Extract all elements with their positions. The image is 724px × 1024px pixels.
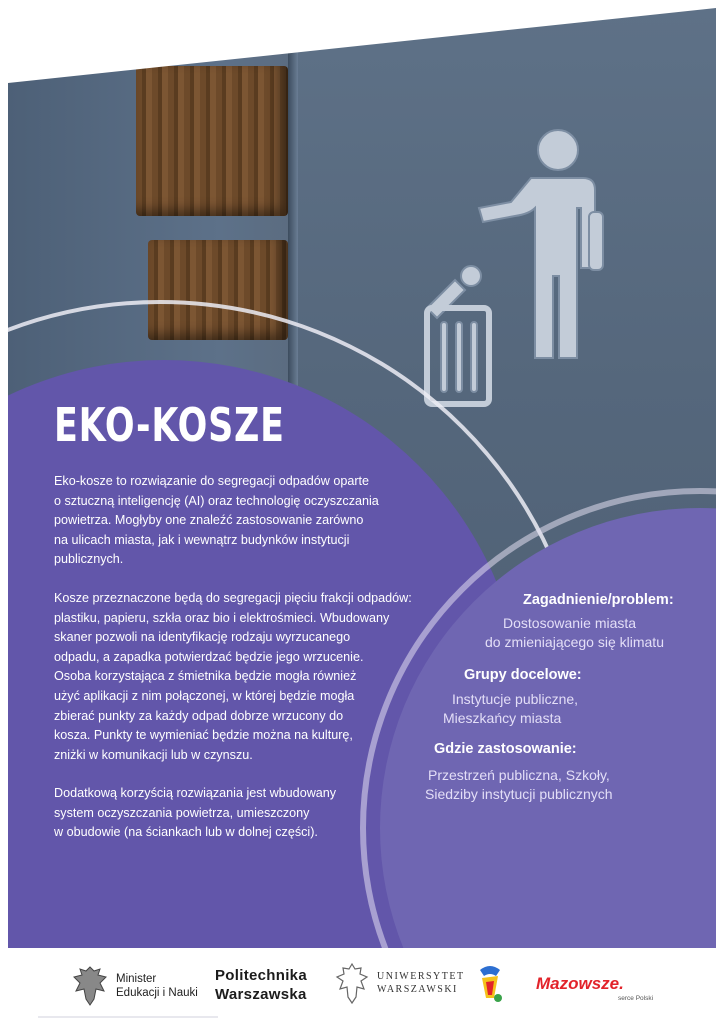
problem-line-2: do zmieniającego się klimatu (485, 634, 664, 650)
colorful-logo-icon (476, 962, 506, 1006)
text-line: Kosze przeznaczone będą do segregacji pięciu frakcji odpadów: (54, 591, 412, 605)
text-line: system oczyszczania powietrza, umieszczony (54, 805, 310, 820)
text-line: zniżki w komunikacji lub w czynszu. (54, 747, 253, 762)
polish-eagle-icon (70, 963, 110, 1007)
mein-logo-text (116, 972, 198, 1000)
mein-line-1: Minister (116, 973, 157, 985)
text-line: odpadu, a zapadka potwierdzać będzie jego wrzucenie. (54, 649, 364, 664)
uw-line-2: WARSZAWSKI (377, 984, 458, 995)
poster-title: EKO-KOSZE (54, 398, 285, 452)
pw-line-2: Warszawska (215, 986, 307, 1003)
problem-line-1: Dostosowanie miasta (503, 615, 637, 631)
text-line: kosza. Punkty te wymieniać będzie można na kulturę, (54, 728, 353, 743)
text-line: Dodatkową korzyścią rozwiązania jest wbudowany (54, 786, 337, 800)
text-line: powietrza. Mogłyby one znaleźć zastosowanie zarówno (54, 513, 364, 528)
uw-logo-text (377, 970, 465, 996)
text-line: Osoba korzystająca z śmietnika będzie mogła również (54, 669, 357, 684)
groups-line-1: Instytucje publiczne, (452, 691, 579, 707)
paragraph-benefit (54, 784, 474, 843)
groups-line-2: Mieszkańcy miasta (443, 710, 562, 726)
paragraph-intro (54, 472, 474, 570)
text-line: publicznych. (54, 552, 124, 567)
text-line: plastiku, papieru, szkła oraz bio i elektrośmieci. Wbudowany (54, 610, 390, 625)
text-line: Eko-kosze to rozwiązanie do segregacji odpadów oparte (54, 474, 370, 488)
mazowsze-logo: Mazowsze. (536, 974, 624, 993)
uw-line-1: UNIWERSYTET (377, 971, 465, 982)
where-line-1: Przestrzeń publiczna, Szkoły, (428, 767, 610, 783)
text-line: skaner pozwoli na identyfikację rodzaju wyrzucanego (54, 630, 351, 645)
text-line: w obudowie (na ściankach lub w dolnej części). (54, 825, 318, 840)
mein-line-2: Edukacji i Nauki (116, 987, 198, 999)
groups-heading: Grupy docelowe: (464, 667, 582, 683)
text-line: użyć aplikacji z nim połączonej, w której będzie mogła (54, 688, 355, 703)
pw-line-1: Politechnika (215, 967, 307, 984)
partner-logos (0, 948, 724, 1024)
where-heading: Gdzie zastosowanie: (434, 741, 577, 757)
where-line-2: Siedziby instytucji publicznych (425, 786, 613, 802)
problem-heading: Zagadnienie/problem: (523, 592, 674, 608)
footer-divider (38, 1016, 218, 1018)
mazowsze-tagline: serce Polski (618, 995, 654, 1002)
paragraph-details (54, 589, 474, 765)
politechnika-logo (215, 966, 307, 1004)
text-line: na ulicach miasta, jak i wewnątrz budynków instytucji (54, 532, 350, 547)
uw-eagle-icon (333, 962, 371, 1006)
text-line: o sztuczną inteligencję (AI) oraz technologię oczyszczania (54, 493, 379, 508)
text-line: zbierać punkty za każdy odpad dobrze wrzucony do (54, 708, 344, 723)
